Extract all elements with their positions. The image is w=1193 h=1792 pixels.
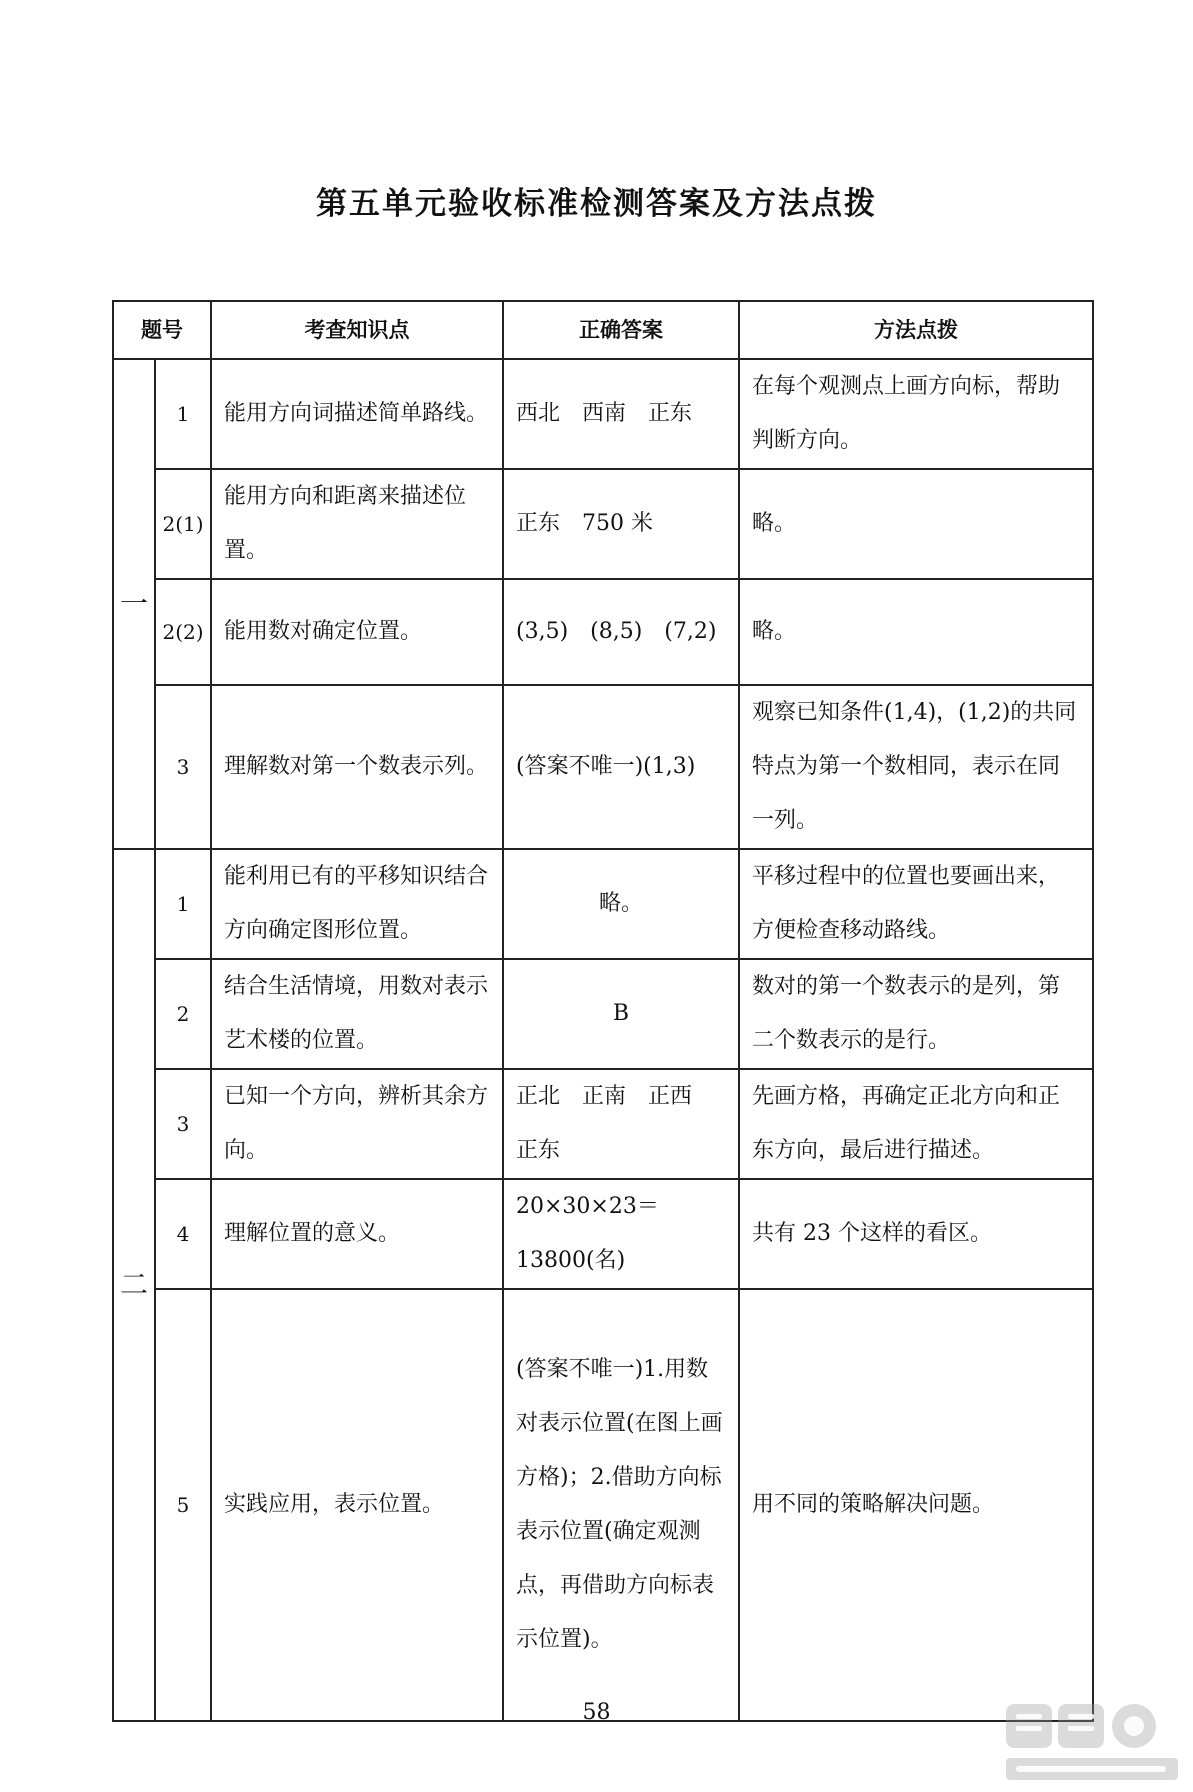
header-method: 方法点拨 [739, 301, 1093, 359]
method-cell: 先画方格，再确定正北方向和正东方向，最后进行描述。 [739, 1069, 1093, 1179]
answer-cell: (3,5) (8,5) (7,2) [503, 579, 739, 685]
watermark-logo [1000, 1700, 1186, 1786]
table-row [113, 359, 1093, 469]
table-row [113, 685, 1093, 849]
table-row [113, 1179, 1093, 1289]
method-cell: 数对的第一个数表示的是列，第二个数表示的是行。 [739, 959, 1093, 1069]
question-number: 2(1) [155, 469, 211, 579]
page-number: 58 [582, 1700, 611, 1725]
knowledge-cell: 已知一个方向，辨析其余方向。 [211, 1069, 503, 1179]
section-one-label: 一 [113, 359, 155, 849]
question-number: 3 [155, 1069, 211, 1179]
knowledge-cell: 理解数对第一个数表示列。 [211, 685, 503, 849]
answer-cell: 正东 750 米 [503, 469, 739, 579]
question-number: 2 [155, 959, 211, 1069]
knowledge-cell: 结合生活情境，用数对表示艺术楼的位置。 [211, 959, 503, 1069]
method-cell: 略。 [739, 469, 1093, 579]
method-cell: 略。 [739, 579, 1093, 685]
table-row [113, 579, 1093, 685]
section-two-label: 二 [113, 849, 155, 1721]
header-number: 题号 [113, 301, 211, 359]
method-cell: 观察已知条件(1,4)，(1,2)的共同特点为第一个数相同，表示在同一列。 [739, 685, 1093, 849]
method-cell: 平移过程中的位置也要画出来，方便检查移动路线。 [739, 849, 1093, 959]
answer-cell: 西北 西南 正东 [503, 359, 739, 469]
answer-cell: (答案不唯一)(1,3) [503, 685, 739, 849]
table-header-row [113, 301, 1093, 359]
knowledge-cell: 能利用已有的平移知识结合方向确定图形位置。 [211, 849, 503, 959]
knowledge-cell: 理解位置的意义。 [211, 1179, 503, 1289]
question-number: 3 [155, 685, 211, 849]
answer-cell: 正北 正南 正西 正东 [503, 1069, 739, 1179]
method-cell: 共有 23 个这样的看区。 [739, 1179, 1093, 1289]
answer-cell: 20×30×23＝13800(名) [503, 1179, 739, 1289]
knowledge-cell: 能用方向和距离来描述位置。 [211, 469, 503, 579]
table-row [113, 469, 1093, 579]
table-row [113, 1069, 1093, 1179]
answer-cell: B [503, 959, 739, 1069]
method-cell: 在每个观测点上画方向标，帮助判断方向。 [739, 359, 1093, 469]
table-row [113, 849, 1093, 959]
knowledge-cell: 能用方向词描述简单路线。 [211, 359, 503, 469]
page-title: 第五单元验收标准检测答案及方法点拨 [316, 186, 877, 222]
knowledge-cell: 能用数对确定位置。 [211, 579, 503, 685]
table-row [113, 1289, 1093, 1721]
answer-table [112, 300, 1094, 1722]
header-answer: 正确答案 [503, 301, 739, 359]
method-cell: 用不同的策略解决问题。 [739, 1289, 1093, 1721]
question-number: 5 [155, 1289, 211, 1721]
knowledge-cell: 实践应用，表示位置。 [211, 1289, 503, 1721]
answer-cell: (答案不唯一)1.用数对表示位置(在图上画方格)；2.借助方向标表示位置(确定观测点，再借助方向标表示位置)。 [503, 1289, 739, 1721]
question-number: 1 [155, 849, 211, 959]
question-number: 2(2) [155, 579, 211, 685]
table-row [113, 959, 1093, 1069]
header-knowledge: 考查知识点 [211, 301, 503, 359]
answer-cell: 略。 [503, 849, 739, 959]
question-number: 4 [155, 1179, 211, 1289]
question-number: 1 [155, 359, 211, 469]
